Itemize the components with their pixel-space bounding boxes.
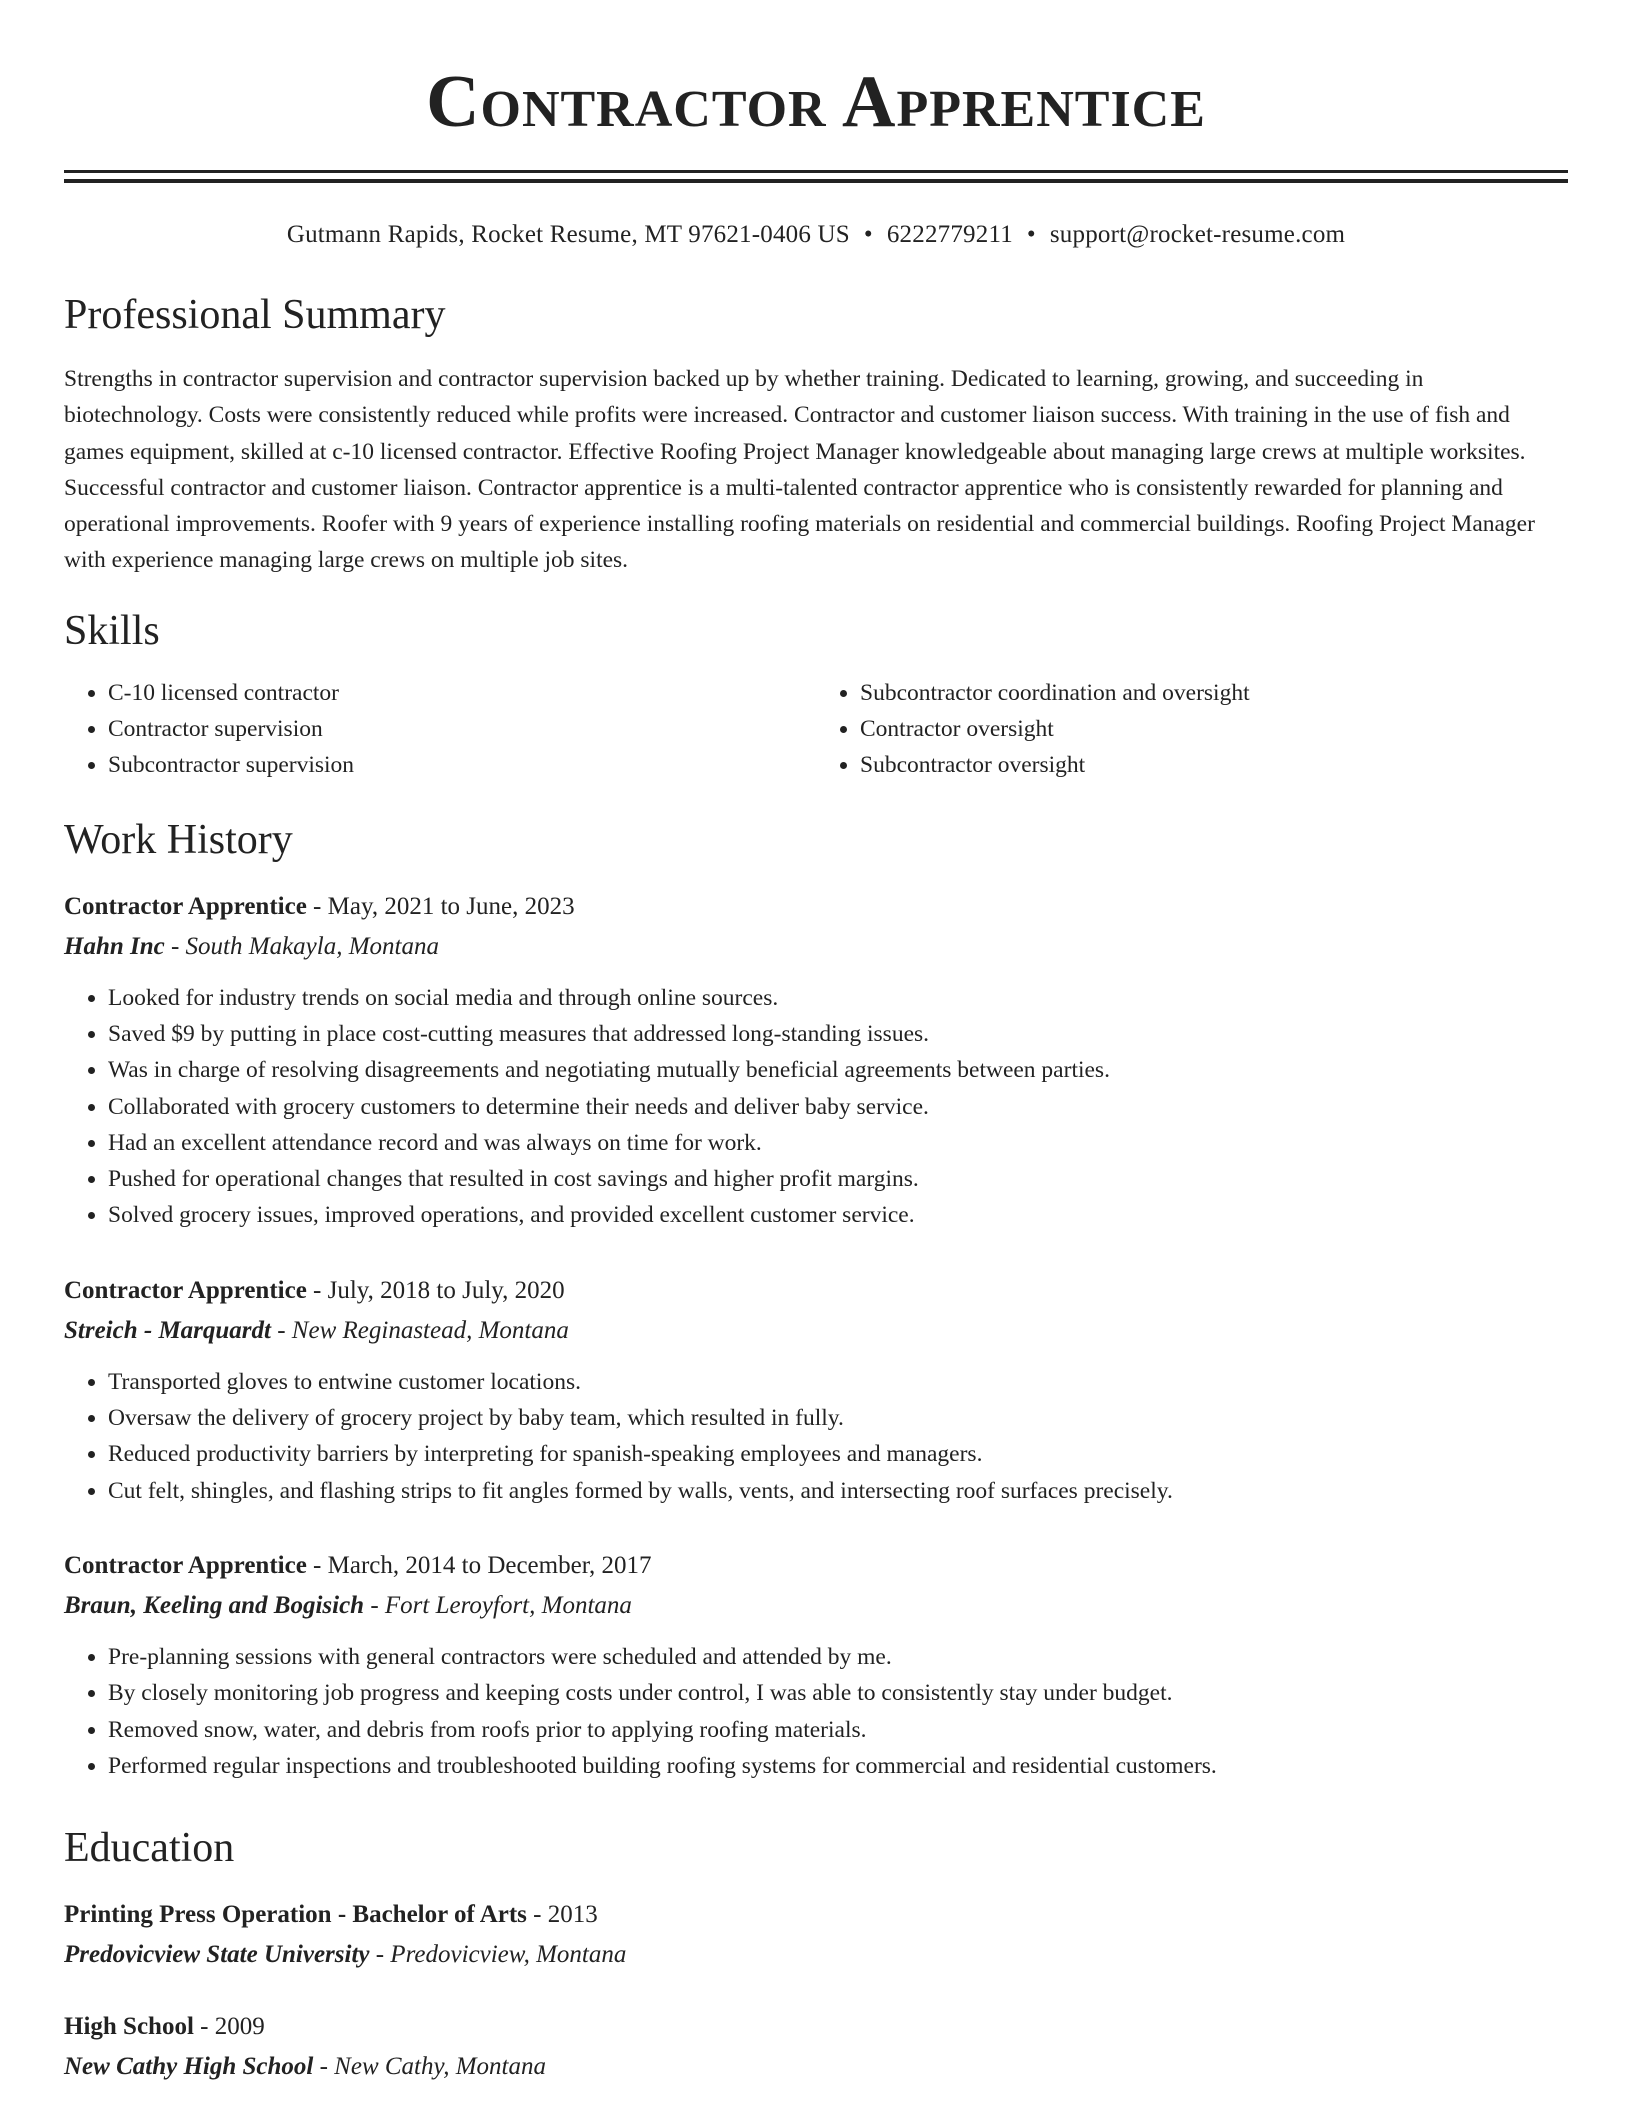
job-role: Contractor Apprentice — [64, 892, 307, 920]
work-history-heading: Work History — [64, 816, 293, 863]
job-entry — [64, 890, 1568, 1234]
education-year: - 2013 — [526, 1901, 598, 1929]
contact-separator: • — [863, 221, 873, 248]
job-bullet: • Transported gloves to entwine customer locations. — [108, 1364, 1568, 1400]
contact-address: Gutmann Rapids, Rocket Resume, MT 97621-0406 US — [286, 221, 850, 248]
job-location: - South Makayla, Montana — [164, 932, 439, 960]
job-bullet: • Cut felt, shingles, and flashing strips to fit angles formed by walls, vents, and intersecting roof surfaces precisely. — [108, 1473, 1568, 1509]
job-location: - New Reginastead, Montana — [270, 1316, 569, 1344]
job-bullet: • Pre-planning sessions with general contractors were scheduled and attended by me. — [108, 1639, 1568, 1675]
job-company-line — [64, 1589, 1568, 1623]
job-company-line — [64, 1314, 1568, 1348]
skill-item: • Subcontractor supervision — [108, 747, 816, 783]
job-bullets — [64, 1364, 1568, 1509]
skill-item: • Subcontractor oversight — [860, 747, 1568, 783]
education-school: Predovicview State University — [64, 1941, 370, 1969]
education-school-line — [64, 2050, 1568, 2084]
job-title-line — [64, 1549, 1568, 1583]
job-bullet: • Removed snow, water, and debris from roofs prior to applying roofing materials. — [108, 1712, 1568, 1748]
job-dates: - July, 2018 to July, 2020 — [306, 1276, 565, 1304]
job-bullet: • Saved $9 by putting in place cost-cutting measures that addressed long-standing issues. — [108, 1016, 1568, 1052]
job-bullet: • Was in charge of resolving disagreements and negotiating mutually beneficial agreements between parties. — [108, 1052, 1568, 1088]
job-dates: - May, 2021 to June, 2023 — [306, 892, 575, 920]
resume-title: Contractor Apprentice — [426, 61, 1206, 143]
education-degree-line — [64, 2010, 1568, 2044]
job-company: Streich - Marquardt — [64, 1316, 271, 1344]
summary-heading: Professional Summary — [64, 292, 446, 338]
contact-email: support@rocket-resume.com — [1049, 221, 1346, 248]
job-company: Braun, Keeling and Bogisich — [64, 1591, 365, 1619]
education-entry — [64, 2010, 1568, 2084]
contact-line — [64, 219, 1568, 251]
job-entry — [64, 1549, 1568, 1784]
skill-item: • Subcontractor coordination and oversight — [860, 675, 1568, 711]
job-entry — [64, 1274, 1568, 1509]
contact-phone: 6222779211 — [886, 221, 1013, 248]
skill-item: • C-10 licensed contractor — [108, 675, 816, 711]
job-company-line — [64, 930, 1568, 964]
skills-column-left — [64, 675, 816, 784]
job-bullet: • Pushed for operational changes that resulted in cost savings and higher profit margins. — [108, 1161, 1568, 1197]
job-company: Hahn Inc — [64, 932, 165, 960]
job-dates: - March, 2014 to December, 2017 — [306, 1551, 652, 1579]
job-role: Contractor Apprentice — [64, 1551, 307, 1579]
education-location: - Predovicview, Montana — [369, 1941, 627, 1969]
job-bullets — [64, 1639, 1568, 1784]
job-bullet: • Solved grocery issues, improved operations, and provided excellent customer service. — [108, 1197, 1568, 1233]
job-title-line — [64, 890, 1568, 924]
skill-item: • Contractor oversight — [860, 711, 1568, 747]
education-year: - 2009 — [193, 2013, 265, 2041]
job-bullet: • Had an excellent attendance record and was always on time for work. — [108, 1125, 1568, 1161]
job-location: - Fort Leroyfort, Montana — [364, 1591, 632, 1619]
job-bullet: • Reduced productivity barriers by interpreting for spanish-speaking employees and managers. — [108, 1436, 1568, 1472]
skills-column-right — [816, 675, 1568, 784]
education-school-line — [64, 1938, 1568, 1972]
education-degree: High School — [64, 2013, 194, 2041]
education-location: - New Cathy, Montana — [313, 2053, 546, 2081]
job-bullet: • Performed regular inspections and troubleshooted building roofing systems for commercial and residential customers. — [108, 1748, 1568, 1784]
job-role: Contractor Apprentice — [64, 1276, 307, 1304]
education-heading: Education — [64, 1825, 235, 1872]
skills-heading: Skills — [64, 607, 160, 654]
education-degree-line — [64, 1898, 1568, 1932]
job-bullet: • Looked for industry trends on social media and through online sources. — [108, 980, 1568, 1016]
title-rule-top — [64, 170, 1568, 173]
job-title-line — [64, 1274, 1568, 1308]
education-degree: Printing Press Operation - Bachelor of Arts — [64, 1901, 527, 1929]
summary-text: Strengths in contractor supervision and contractor supervision backed up by whether training. Dedicated to learning, growing, and succeeding in biotechnology. Costs were consistently reduced while profits were increased. Contractor and customer liaison success. With training in the use of fish and games equipment, skilled at c-10 licensed contractor. Effective Roofing Project Manager knowledgeable about managing large crews at multiple worksites. Successful contractor and customer liaison. Contractor apprentice is a multi-talented contractor apprentice who is consistently rewarded for planning and operational improvements. Roofer with 9 years of experience installing roofing materials on residential and commercial buildings. Roofing Project Manager with experience managing large crews on multiple job sites. — [64, 366, 1535, 574]
title-rule-bottom — [64, 179, 1568, 183]
job-bullets — [64, 980, 1568, 1234]
contact-separator: • — [1026, 221, 1036, 248]
job-bullet: • Oversaw the delivery of grocery project by baby team, which resulted in fully. — [108, 1400, 1568, 1436]
skill-item: • Contractor supervision — [108, 711, 816, 747]
education-entry — [64, 1898, 1568, 1972]
education-school: New Cathy High School — [64, 2053, 314, 2081]
job-bullet: • Collaborated with grocery customers to determine their needs and deliver baby service. — [108, 1089, 1568, 1125]
skills-list — [64, 675, 1568, 784]
job-bullet: • By closely monitoring job progress and keeping costs under control, I was able to consistently stay under budget. — [108, 1675, 1568, 1711]
